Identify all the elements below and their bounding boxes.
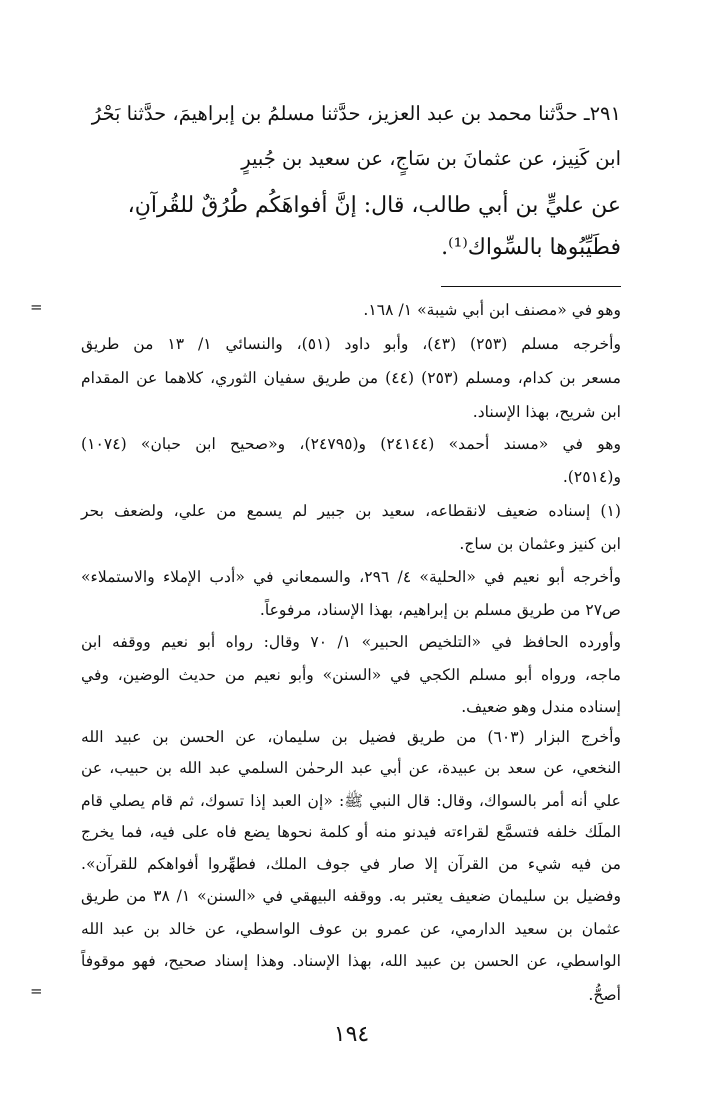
main-text-line: عن عليٍّ بن أبي طالب، قال: إنَّ أفواهَكُم طُرُقٌ للقُرآنِ، — [127, 193, 621, 218]
footnote-line: وأخرجه أبو نعيم في «الحلية» ٤/ ٢٩٦، والسمعاني في «أدب الإملاء والاستملاء» — [81, 568, 621, 586]
continuation-marker-bottom: = — [30, 982, 43, 1000]
main-text-line: فطَيِّبُوها بالسِّواك⁽¹⁾. — [441, 235, 621, 260]
footnote-line: ابن كنيز وعثمان بن ساج. — [459, 535, 621, 553]
footnote-line: وهو في «مسند أحمد» (٢٤١٤٤) و(٢٤٧٩٥)، و«صحيح ابن حبان» (١٠٧٤) — [81, 435, 622, 453]
footnote-line: أصحُّ. — [588, 986, 621, 1004]
footnote-line: (١) إسناده ضعيف لانقطاعه، سعيد بن جبير لم يسمع من علي، ولضعف بحر — [81, 502, 621, 520]
footnote-line: ماجه، ورواه أبو مسلم الكجي في «السنن» وأبو نعيم من حديث الوضين، وفي — [81, 666, 621, 684]
footnote-line: ابن شريح، بهذا الإسناد. — [472, 403, 621, 421]
main-text-line: ابن كَنِيز، عن عثمانَ بن سَاجٍ، عن سعيد بن جُبيرٍ — [241, 147, 621, 170]
page-number: ١٩٤ — [333, 1022, 370, 1047]
footnote-line: الملَك خلفه فتسمَّع لقراءته فيدنو منه أو كلمة نحوها يضع فاه على فيه، فما يخرج — [81, 823, 621, 841]
footnote-line: وأورده الحافظ في «التلخيص الحبير» ١/ ٧٠ وقال: رواه أبو نعيم ووقفه ابن — [81, 633, 621, 651]
footnote-line: و(٢٥١٤). — [562, 468, 621, 486]
main-text-line: ٢٩١ـ حدَّثنا محمد بن عبد العزيز، حدَّثنا مسلمُ بن إبراهيمَ، حدَّثنا بَحْرُ — [91, 102, 621, 125]
footnote-separator — [441, 286, 621, 287]
footnote-line: وأخرج البزار (٦٠٣) من طريق فضيل بن سليمان، عن الحسن بن عبيد الله — [81, 728, 621, 746]
footnote-line: علي أنه أمر بالسواك، وقال: قال النبي ﷺ: «إن العبد إذا تسوك، ثم قام يصلي قام — [81, 792, 621, 810]
footnote-line: وأخرجه مسلم (٢٥٣) (٤٣)، وأبو داود (٥١)، والنسائي ١/ ١٣ من طريق — [81, 335, 621, 353]
footnote-line: ص٢٧ من طريق مسلم بن إبراهيم، بهذا الإسناد، مرفوعاً. — [259, 601, 621, 619]
footnote-line: وهو في «مصنف ابن أبي شيبة» ١/ ١٦٨. — [363, 301, 621, 319]
footnote-line: مسعر بن كدام، ومسلم (٢٥٣) (٤٤) من طريق سفيان الثوري، كلاهما عن المقدام — [81, 369, 621, 387]
footnote-line: عثمان بن سعيد الدارمي، عن عمرو بن عوف الواسطي، عن خالد بن عبد الله — [81, 920, 621, 938]
footnote-line: من فيه شيء من القرآن إلا صار في جوف الملك، فطهِّروا أفواهكم للقرآن». — [81, 855, 621, 873]
footnote-line: الواسطي، عن الحسن بن عبيد الله، بهذا الإسناد. وهذا إسناد صحيح، فهو موقوفاً — [81, 952, 621, 970]
footnote-line: إسناده مندل وهو ضعيف. — [461, 698, 621, 716]
footnote-line: وفضيل بن سليمان ضعيف يعتبر به. ووقفه البيهقي في «السنن» ١/ ٣٨ من طريق — [81, 887, 621, 905]
continuation-marker-top: = — [30, 298, 43, 316]
footnote-line: النخعي، عن سعد بن عبيدة، عن أبي عبد الرحمٰن السلمي عبد الله بن حبيب، عن — [81, 759, 621, 777]
